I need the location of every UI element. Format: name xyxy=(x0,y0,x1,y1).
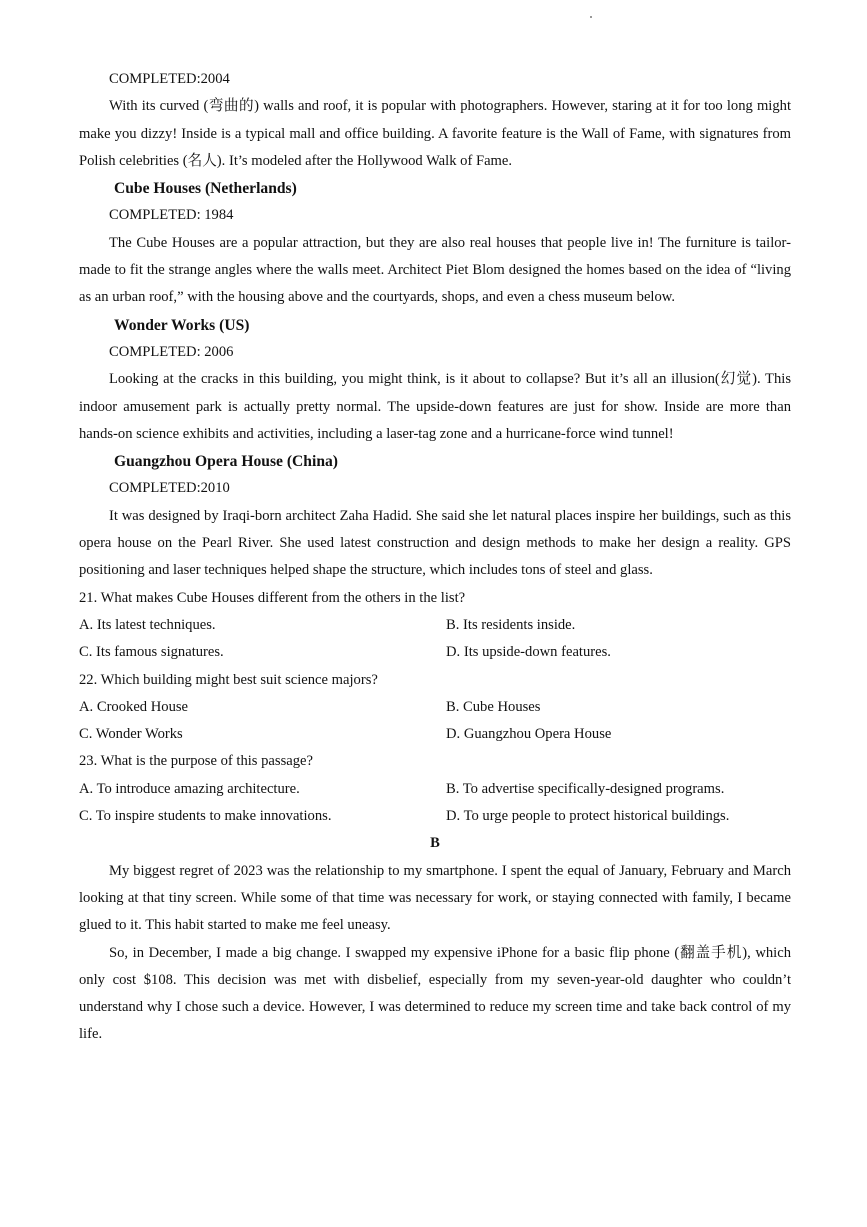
cube-completed: COMPLETED: 1984 xyxy=(109,207,234,224)
option-d[interactable]: D. To urge people to protect historical buildings. xyxy=(446,808,730,825)
option-a[interactable]: A. Crooked House xyxy=(79,698,189,715)
question-stem: 22. Which building might best suit science majors? xyxy=(79,671,378,688)
scan-mark xyxy=(590,16,592,18)
section-b-label: B xyxy=(430,835,440,852)
cube-houses-heading: Cube Houses (Netherlands) xyxy=(114,180,297,198)
guangzhou-description: It was designed by Iraqi-born architect Zaha Hadid. She said she let natural places inspire her buildings, such as this opera house on the Pearl River. She used latest construction and design methods to make her design a reality. GPS positioning and laser techniques helped shape the structure, which includes tons of steel and glass. xyxy=(79,507,791,579)
option-c[interactable]: C. To inspire students to make innovations. xyxy=(79,808,332,825)
option-d[interactable]: D. Guangzhou Opera House xyxy=(446,726,612,743)
option-b[interactable]: B. To advertise specifically-designed programs. xyxy=(446,780,725,797)
option-b[interactable]: B. Cube Houses xyxy=(446,698,541,715)
option-d[interactable]: D. Its upside-down features. xyxy=(446,644,611,661)
option-b[interactable]: B. Its residents inside. xyxy=(446,616,576,633)
question-22 xyxy=(79,667,791,749)
option-a[interactable]: A. Its latest techniques. xyxy=(79,616,216,633)
question-stem: 23. What is the purpose of this passage? xyxy=(79,753,313,770)
wonder-works-heading: Wonder Works (US) xyxy=(114,316,250,334)
crooked-description: With its curved (弯曲的) walls and roof, it is popular with photographers. However, staring at it for too long might make you dizzy! Inside is a typical mall and office building. A favorite feature is the Wall of Fame, with signatures from Polish celebrities (名人). It’s modeled after the Hollywood Walk of Fame. xyxy=(79,98,791,169)
guangzhou-heading: Guangzhou Opera House (China) xyxy=(114,453,338,471)
question-23 xyxy=(79,748,791,830)
guangzhou-completed: COMPLETED:2010 xyxy=(109,480,230,497)
option-a[interactable]: A. To introduce amazing architecture. xyxy=(79,780,300,797)
cube-description: The Cube Houses are a popular attraction, but they are also real houses that people live in! The furniture is tailor-made to fit the strange angles where the walls meet. Architect Piet Blom designed the homes based on the idea of “living as an urban roof,” with the housing above and the courtyards, shops, and even a chess museum below. xyxy=(79,234,791,306)
option-c[interactable]: C. Wonder Works xyxy=(79,726,183,743)
document-page xyxy=(79,66,791,1049)
option-c[interactable]: C. Its famous signatures. xyxy=(79,644,224,661)
wonder-description: Looking at the cracks in this building, you might think, is it about to collapse? But it’s all an illusion(幻觉). This indoor amusement park is actually pretty normal. The upside-down features are just for show. Inside are more than hands-on science exhibits and activities, including a laser-tag zone and a hurricane-force wind tunnel! xyxy=(79,371,791,442)
section-b-paragraph-2: So, in December, I made a big change. I swapped my expensive iPhone for a basic flip phone (翻盖手机), which only cost $108. This decision was met with disbelief, especially from my seven-year-old daughter who couldn’t understand why I chose such a device. However, I was determined to reduce my screen time and take back control of my life. xyxy=(79,944,791,1043)
section-b-paragraph-1: My biggest regret of 2023 was the relationship to my smartphone. I spent the equal of January, February and March looking at that tiny screen. While some of that time was necessary for work, or staying connected with family, I became glued to it. This habit started to make me feel uneasy. xyxy=(79,862,791,934)
question-stem: 21. What makes Cube Houses different from the others in the list? xyxy=(79,589,466,606)
wonder-completed: COMPLETED: 2006 xyxy=(109,343,234,360)
crooked-completed: COMPLETED:2004 xyxy=(109,71,230,87)
question-21 xyxy=(79,585,791,667)
